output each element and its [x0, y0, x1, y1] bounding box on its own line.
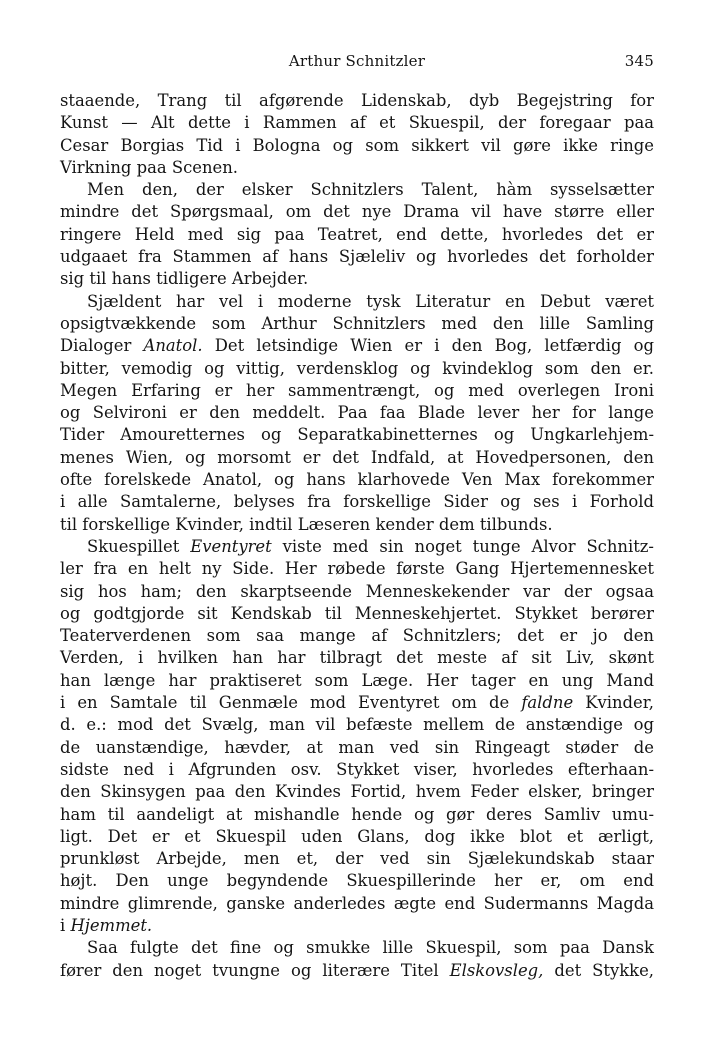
work-title-elskovsleg: Elskovsleg,	[449, 960, 544, 980]
text-line	[60, 335, 654, 357]
work-title-hjemmet: Hjemmet.	[70, 915, 153, 935]
text-line	[60, 915, 654, 937]
text-line: han længe har praktiseret som Læge. Her tager en ung Mand	[60, 670, 654, 690]
text-line: Megen Erfaring er her sammentrængt, og med overlegen Ironi	[60, 380, 654, 400]
text-segment: i	[60, 915, 66, 935]
text-segment: i en Samtale til Genmæle mod Eventyret om de	[60, 693, 510, 713]
text-line: Virkning paa Scenen.	[60, 157, 238, 177]
running-head	[60, 48, 654, 74]
text-line: den Skinsygen paa den Kvindes Fortid, hvem Feder elsker, bringer	[60, 782, 654, 802]
paragraph-4	[60, 536, 654, 937]
work-title-eventyret: Eventyret	[190, 536, 272, 556]
text-line: i alle Samtalerne, belyses fra forskellige Sider og ses i Forhold	[60, 492, 654, 512]
running-head-title: Arthur Schnitzler	[288, 52, 426, 70]
text-line: til forskellige Kvinder, indtil Læseren kender dem tilbunds.	[60, 514, 553, 534]
paragraph-5	[60, 937, 654, 982]
text-line: Saa fulgte det fine og smukke lille Skuespil, som paa Dansk	[87, 938, 654, 958]
text-line: udgaaet fra Stammen af hans Sjæleliv og hvorledes det forholder	[60, 247, 654, 267]
text-line: ligt. Det er et Skuespil uden Glans, dog ikke blot et ærligt,	[60, 826, 654, 846]
text-line: bitter, vemodig og vittig, verdensklog og kvindeklog som den er.	[60, 358, 654, 378]
text-line: ofte forelskede Anatol, og hans klarhovede Ven Max forekommer	[60, 470, 654, 490]
text-line: og godtgjorde sit Kendskab til Menneskehjertet. Stykket berører	[60, 603, 654, 623]
text-line: sidste ned i Afgrunden osv. Stykket viser, hvorledes efterhaan-	[60, 759, 654, 779]
text-line: Teaterverdenen som saa mange af Schnitzlers; det er jo den	[60, 626, 654, 646]
text-line: Sjældent har vel i moderne tysk Literatur en Debut været	[87, 291, 654, 311]
text-line	[60, 960, 654, 982]
text-line: Verden, i hvilken han har tilbragt det meste af sit Liv, skønt	[60, 648, 654, 668]
text-line: og Selvironi er den meddelt. Paa faa Blade lever her for lange	[60, 403, 654, 423]
work-title-anatol: Anatol.	[143, 336, 203, 356]
text-segment: viste med sin noget tunge Alvor Schnitz-	[282, 536, 654, 556]
text-line: Kunst — Alt dette i Rammen af et Skuespil, der foregaar paa	[60, 113, 654, 133]
text-line: ringere Held med sig paa Teatret, end dette, hvorledes det er	[60, 224, 654, 244]
text-segment: Kvinder,	[585, 693, 654, 713]
paragraph-1	[60, 90, 654, 179]
text-line: menes Wien, og morsomt er det Indfald, at Hovedpersonen, den	[60, 447, 654, 467]
text-line	[60, 536, 654, 558]
book-page	[60, 48, 654, 982]
text-line: Tider Amouretternes og Separatkabinetternes og Ungkarlehjem-	[60, 425, 654, 445]
text-line: mindre glimrende, ganske anderledes ægte end Sudermanns Magda	[60, 893, 654, 913]
page-number: 345	[624, 52, 654, 70]
text-line: de uanstændige, hævder, at man ved sin Ringeagt støder de	[60, 737, 654, 757]
paragraph-3	[60, 291, 654, 536]
text-line	[60, 692, 654, 714]
text-line: mindre det Spørgsmaal, om det nye Drama vil have større eller	[60, 202, 654, 222]
text-segment: det Stykke,	[554, 960, 655, 980]
text-line: sig til hans tidligere Arbejder.	[60, 269, 309, 289]
text-line: højt. Den unge begyndende Skuespillerinde her er, om end	[60, 871, 654, 891]
text-line: ler fra en helt ny Side. Her røbede første Gang Hjertemennesket	[60, 559, 654, 579]
emphasis-faldne: faldne	[521, 693, 574, 713]
text-segment: Dialoger	[60, 336, 132, 356]
text-line: sig hos ham; den skarptseende Menneskekender var der ogsaa	[60, 581, 654, 601]
text-segment: Det letsindige Wien er i den Bog, letfærdig og	[214, 336, 655, 356]
text-line: d. e.: mod det Svælg, man vil befæste mellem de anstændige og	[60, 715, 654, 735]
text-line: Cesar Borgias Tid i Bologna og som sikkert vil gøre ikke ringe	[60, 135, 654, 155]
text-line: prunkløst Arbejde, men et, der ved sin Sjælekundskab staar	[60, 849, 654, 869]
text-segment: Skuespillet	[87, 536, 180, 556]
text-line: staaende, Trang til afgørende Lidenskab, dyb Begejstring for	[60, 91, 654, 110]
paragraph-2	[60, 179, 654, 290]
text-line: ham til aandeligt at mishandle hende og gør deres Samliv umu-	[60, 804, 654, 824]
text-segment: fører den noget tvungne og literære Titel	[60, 960, 439, 980]
body-text	[60, 90, 654, 982]
text-line: opsigtvækkende som Arthur Schnitzlers med den lille Samling	[60, 313, 654, 333]
text-line: Men den, der elsker Schnitzlers Talent, hàm sysselsætter	[87, 180, 654, 200]
